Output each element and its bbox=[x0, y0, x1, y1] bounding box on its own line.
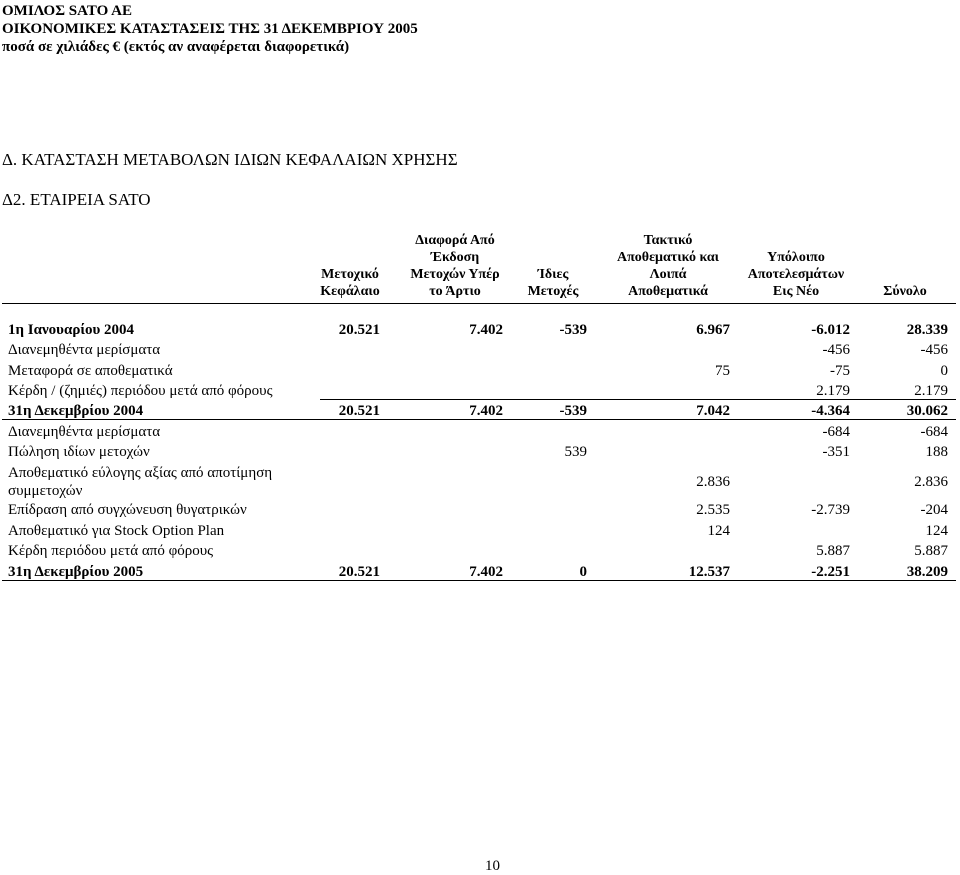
document-header bbox=[2, 2, 418, 56]
column-header-line: Αποθεματικά bbox=[628, 284, 708, 299]
row-label-continued: συμμετοχών bbox=[8, 483, 83, 499]
table-row bbox=[2, 541, 958, 562]
row-label: 1η Ιανουαρίου 2004 bbox=[8, 322, 135, 338]
cell-col-6: 5.887 bbox=[914, 543, 948, 559]
cell-col-6: 188 bbox=[925, 444, 948, 460]
table-row bbox=[2, 361, 958, 382]
column-header-line: Τακτικό bbox=[643, 233, 693, 248]
column-header-line: Διαφορά Από bbox=[415, 233, 495, 248]
cell-col-5: -684 bbox=[822, 424, 850, 440]
cell-col-2: 7.402 bbox=[469, 322, 503, 338]
cell-col-6: 124 bbox=[925, 523, 948, 539]
cell-col-5: -75 bbox=[830, 363, 850, 379]
column-header-line: Μετοχές bbox=[527, 284, 579, 299]
table-row bbox=[2, 340, 958, 361]
column-header-line: Έκδοση bbox=[430, 250, 480, 265]
cell-col-5: -351 bbox=[822, 444, 850, 460]
cell-col-2: 7.402 bbox=[469, 564, 503, 580]
row-label: Αποθεματικό εύλογης αξίας από αποτίμηση bbox=[8, 465, 273, 481]
row-label: 31η Δεκεμβρίου 2005 bbox=[8, 564, 144, 580]
section-title: Δ. ΚΑΤΑΣΤΑΣΗ ΜΕΤΑΒΟΛΩΝ ΙΔΙΩΝ ΚΕΦΑΛΑΙΩΝ ΧΡΗΣΗΣ bbox=[2, 150, 458, 169]
cell-col-4: 2.836 bbox=[696, 474, 730, 490]
column-header-line: Σύνολο bbox=[883, 284, 927, 299]
column-header-6 bbox=[835, 283, 960, 300]
subsection-title: Δ2. ΕΤΑΙΡΕΙΑ SATO bbox=[2, 190, 151, 209]
cell-col-5: -4.364 bbox=[811, 403, 850, 419]
units-note: ποσά σε χιλιάδες € (εκτός αν αναφέρεται διαφορετικά) bbox=[2, 39, 350, 55]
cell-col-6: 2.179 bbox=[914, 383, 948, 399]
cell-col-4: 12.537 bbox=[688, 564, 730, 580]
column-header-4 bbox=[598, 232, 738, 300]
column-header-line: Αποθεματικό και bbox=[616, 250, 719, 265]
table-row bbox=[2, 500, 958, 521]
cell-col-4: 75 bbox=[715, 363, 730, 379]
table-row bbox=[2, 442, 958, 463]
column-header-line: Εις Νέο bbox=[772, 284, 820, 299]
cell-col-6: -456 bbox=[920, 342, 948, 358]
cell-col-3: -539 bbox=[559, 403, 587, 419]
row-label: Αποθεματικό για Stock Option Plan bbox=[8, 523, 225, 539]
column-header-line: Υπόλοιπο bbox=[767, 250, 825, 265]
column-header-line: Μετοχών Υπέρ bbox=[410, 267, 500, 282]
cell-col-5: -2.739 bbox=[811, 502, 850, 518]
column-header-line: Λοιπά bbox=[649, 267, 687, 282]
table-row bbox=[2, 422, 958, 443]
page-number: 10 bbox=[485, 858, 500, 874]
row-label: Διανεμηθέντα μερίσματα bbox=[8, 342, 161, 358]
cell-col-3: 0 bbox=[579, 564, 587, 580]
row-label: Διανεμηθέντα μερίσματα bbox=[8, 424, 161, 440]
row-label: Κέρδη / (ζημιές) περιόδου μετά από φόρους bbox=[8, 383, 273, 399]
row-label: Επίδραση από συγχώνευση θυγατρικών bbox=[8, 502, 247, 518]
cell-col-1: 20.521 bbox=[338, 403, 380, 419]
table-row bbox=[2, 320, 958, 341]
column-header-line: το Άρτιο bbox=[429, 284, 481, 299]
statements-title: ΟΙΚΟΝΟΜΙΚΕΣ ΚΑΤΑΣΤΑΣΕΙΣ ΤΗΣ 31 ΔΕΚΕΜΒΡΙΟΥ 2005 bbox=[2, 21, 418, 37]
cell-col-2: 7.402 bbox=[469, 403, 503, 419]
cell-col-4: 2.535 bbox=[696, 502, 730, 518]
column-header-line: Μετοχικό bbox=[321, 267, 379, 282]
cell-col-6: 30.062 bbox=[906, 403, 948, 419]
column-header-line: Ίδιες bbox=[537, 267, 569, 282]
cell-col-4: 6.967 bbox=[696, 322, 730, 338]
total-rule bbox=[2, 580, 956, 581]
cell-col-5: -456 bbox=[822, 342, 850, 358]
cell-col-6: 38.209 bbox=[906, 564, 948, 580]
cell-col-5: -6.012 bbox=[811, 322, 850, 338]
table-row bbox=[2, 521, 958, 542]
subtotal-rule bbox=[320, 399, 956, 400]
table-row bbox=[2, 463, 958, 501]
cell-col-5: 5.887 bbox=[816, 543, 850, 559]
subtotal-bottom-rule bbox=[2, 419, 956, 420]
cell-col-6: -204 bbox=[920, 502, 948, 518]
row-label: Μεταφορά σε αποθεματικά bbox=[8, 363, 173, 379]
row-label: Κέρδη περιόδου μετά από φόρους bbox=[8, 543, 214, 559]
company-name: ΟΜΙΛΟΣ SATO AE bbox=[2, 3, 132, 19]
cell-col-1: 20.521 bbox=[338, 564, 380, 580]
cell-col-4: 124 bbox=[707, 523, 730, 539]
cell-col-6: 28.339 bbox=[906, 322, 948, 338]
cell-col-5: -2.251 bbox=[811, 564, 850, 580]
cell-col-3: 539 bbox=[564, 444, 587, 460]
cell-col-4: 7.042 bbox=[696, 403, 730, 419]
column-header-line: Κεφάλαιο bbox=[320, 284, 380, 299]
row-label: Πώληση ιδίων μετοχών bbox=[8, 444, 150, 460]
cell-col-6: 0 bbox=[940, 363, 948, 379]
cell-col-3: -539 bbox=[559, 322, 587, 338]
cell-col-6: 2.836 bbox=[914, 474, 948, 490]
column-header-line: Αποτελεσμάτων bbox=[747, 267, 845, 282]
cell-col-6: -684 bbox=[920, 424, 948, 440]
cell-col-5: 2.179 bbox=[816, 383, 850, 399]
cell-col-1: 20.521 bbox=[338, 322, 380, 338]
row-label: 31η Δεκεμβρίου 2004 bbox=[8, 403, 144, 419]
header-rule bbox=[2, 303, 956, 304]
